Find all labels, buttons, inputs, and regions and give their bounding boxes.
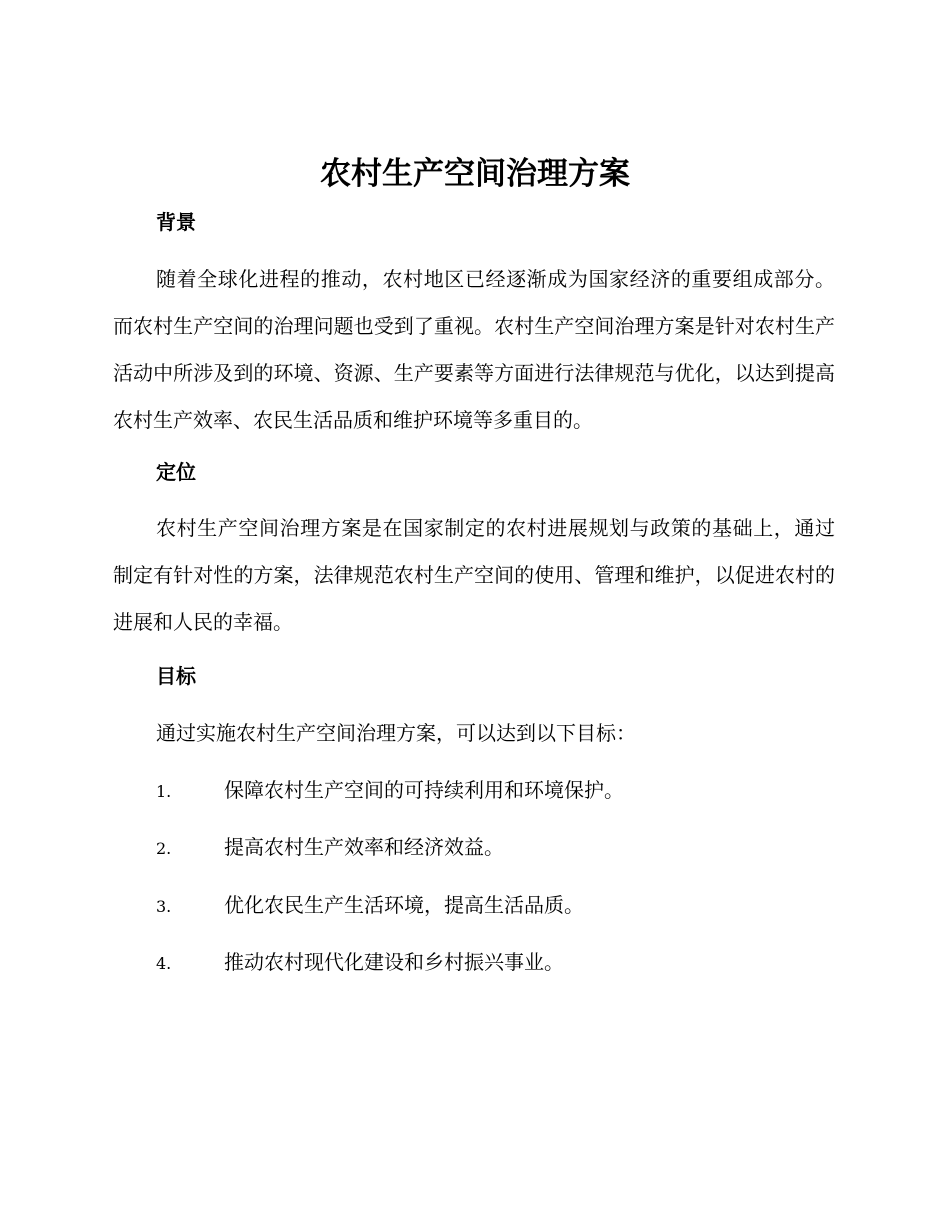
list-item <box>156 832 856 862</box>
list-item <box>156 947 856 977</box>
section-heading-goals: 目标 <box>156 664 196 688</box>
document-title: 农村生产空间治理方案 <box>320 156 630 192</box>
goals-intro: 通过实施农村生产空间治理方案，可以达到以下目标： <box>156 721 636 745</box>
list-item <box>156 775 856 805</box>
list-item-text: 保障农村生产空间的可持续利用和环境保护。 <box>224 778 624 802</box>
list-item-number: 4. <box>156 954 172 973</box>
section-heading-positioning: 定位 <box>156 460 196 484</box>
list-item-text: 优化农民生产生活环境，提高生活品质。 <box>224 893 584 917</box>
list-item <box>156 890 856 920</box>
list-item-text: 推动农村现代化建设和乡村振兴事业。 <box>224 950 564 974</box>
list-item-number: 3. <box>156 897 172 916</box>
list-item-number: 1. <box>156 782 172 801</box>
list-item-text: 提高农村生产效率和经济效益。 <box>224 835 504 859</box>
section-heading-background: 背景 <box>156 210 196 234</box>
background-paragraph: 随着全球化进程的推动，农村地区已经逐渐成为国家经济的重要组成部分。而农村生产空间的治理问题也受到了重视。农村生产空间治理方案是针对农村生产活动中所涉及到的环境、资源、生产要素等方面进行法律规范与优化，以达到提高农村生产效率、农民生活品质和维护环境等多重目的。 <box>113 267 835 432</box>
list-item-number: 2. <box>156 839 172 858</box>
positioning-paragraph: 农村生产空间治理方案是在国家制定的农村进展规划与政策的基础上，通过制定有针对性的方案，法律规范农村生产空间的使用、管理和维护，以促进农村的进展和人民的幸福。 <box>113 516 835 634</box>
